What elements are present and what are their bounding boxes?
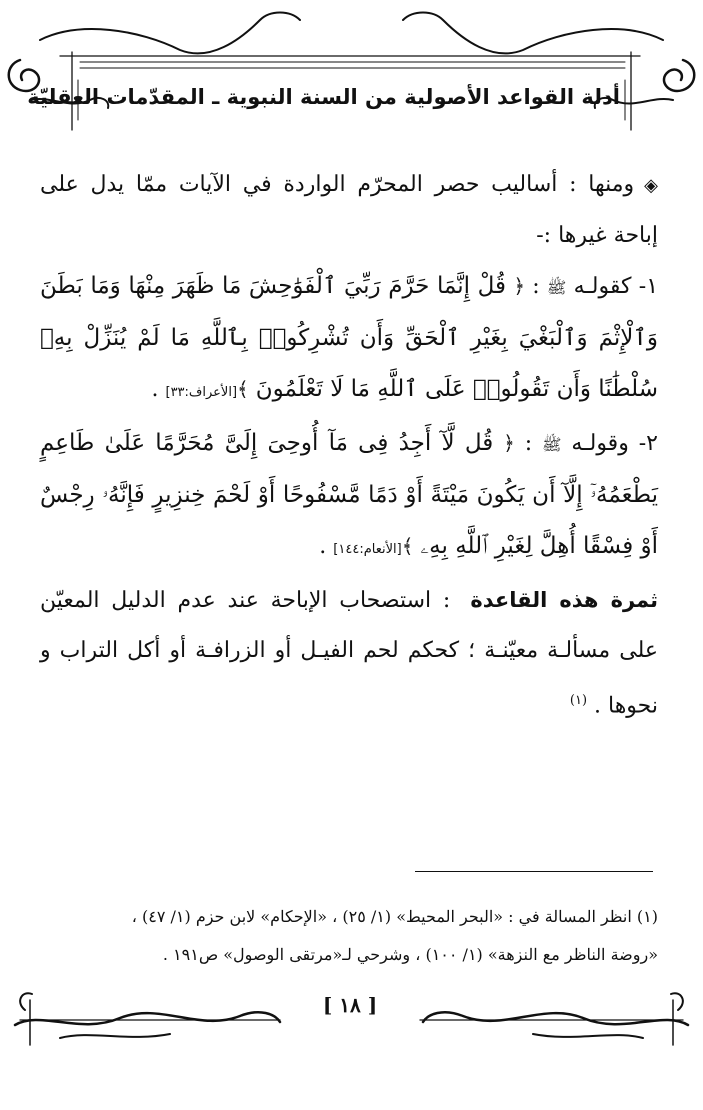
running-head: أدلة القواعد الأصولية من السنة النبوية ـ المقدّمات العقليّة (27, 85, 620, 109)
item-2-number: ٢- (628, 431, 658, 456)
item-1-salutation: ﷺ (546, 278, 567, 297)
item-1 (40, 261, 658, 418)
item-2-close-bracket: ﴾ (401, 534, 414, 558)
page-number: [ ١٨ ] (322, 993, 378, 1017)
item-2 (40, 418, 658, 575)
footnote-line-2: «روضة الناظر مع النزهة» (١/ ١٠٠) ، وشرحي لـ«مرتقى الوصول» ص١٩١ . (162, 945, 658, 964)
fruit-text: : استصحاب الإباحة عند عدم الدليل المعيّن على مسألـة معيّنـة ؛ كحكم لحم الفيـل أو الزرافـة أو أكل التراب و نحوها . (40, 588, 658, 719)
item-1-end: . (151, 377, 166, 402)
item-2-open-bracket: ﴿ (503, 431, 515, 455)
item-1-close-bracket: ﴾ (237, 377, 249, 401)
top-ornamental-border (0, 0, 703, 140)
item-2-lead: وقولـه (571, 431, 629, 456)
item-1-reference: [الأعراف:٣٣] (165, 385, 238, 400)
intro-line-1: ومنها : أساليب حصر المحرّم الواردة في الآيات ممّا يدل على (40, 172, 635, 197)
footnotes (40, 898, 658, 974)
item-1-open-bracket: ﴿ (513, 274, 526, 298)
item-1-number: ١- (631, 274, 659, 299)
item-1-lead: كقولـه (573, 274, 632, 299)
footnote-line-1: (١) انظر المسالة في : «البحر المحيط» (١/ ٢٥) ، «الإحكام» لابن حزم (١/ ٤٧) ، (131, 907, 658, 926)
footnote-marker[interactable]: (١) (569, 693, 588, 708)
item-2-end: . (319, 534, 334, 559)
intro-paragraph (40, 160, 658, 261)
diamond-bullet-icon: ◈ (644, 175, 658, 196)
intro-line-2: إباحة غيرها :- (536, 223, 658, 248)
fruit-label: ثمرة هذه القاعدة (470, 588, 658, 612)
item-2-colon: : (514, 431, 543, 456)
footnote-divider (415, 871, 653, 872)
item-2-verse: قُل لَّآ أَجِدُ فِى مَآ أُوحِىَ إِلَىَّ مُحَرَّمًا عَلَىٰ طَاعِمٍ يَطْعَمُهُۥٓ إِلَّآ أَن يَكُونَ مَيْتَةً أَوْ دَمًا مَّسْفُوحًا أَوْ لَحْمَ خِنزِيرٍ فَإِنَّهُۥ رِجْسٌ أَوْ فِسْقًا أُهِلَّ لِغَيْرِ ٱللَّهِ بِهِۦ (40, 430, 658, 559)
fruit-paragraph (40, 575, 658, 731)
item-2-reference: [الأنعام:١٤٤] (333, 542, 402, 557)
main-text (40, 160, 658, 731)
item-2-salutation: ﷺ (542, 435, 562, 454)
item-1-colon: : (525, 274, 547, 299)
item-1-verse: قُلْ إِنَّمَا حَرَّمَ رَبِّيَ ٱلْفَوَٰحِشَ مَا ظَهَرَ مِنْهَا وَمَا بَطَنَ وَٱلْإِثْمَ وَٱلْبَغْيَ بِغَيْرِ ٱلْحَقِّ وَأَن تُشْرِكُوا۟ بِٱللَّهِ مَا لَمْ يُنَزِّلْ بِهِۦ سُلْطَٰنًا وَأَن تَقُولُوا۟ عَلَى ٱللَّهِ مَا لَا تَعْلَمُونَ (40, 273, 658, 402)
